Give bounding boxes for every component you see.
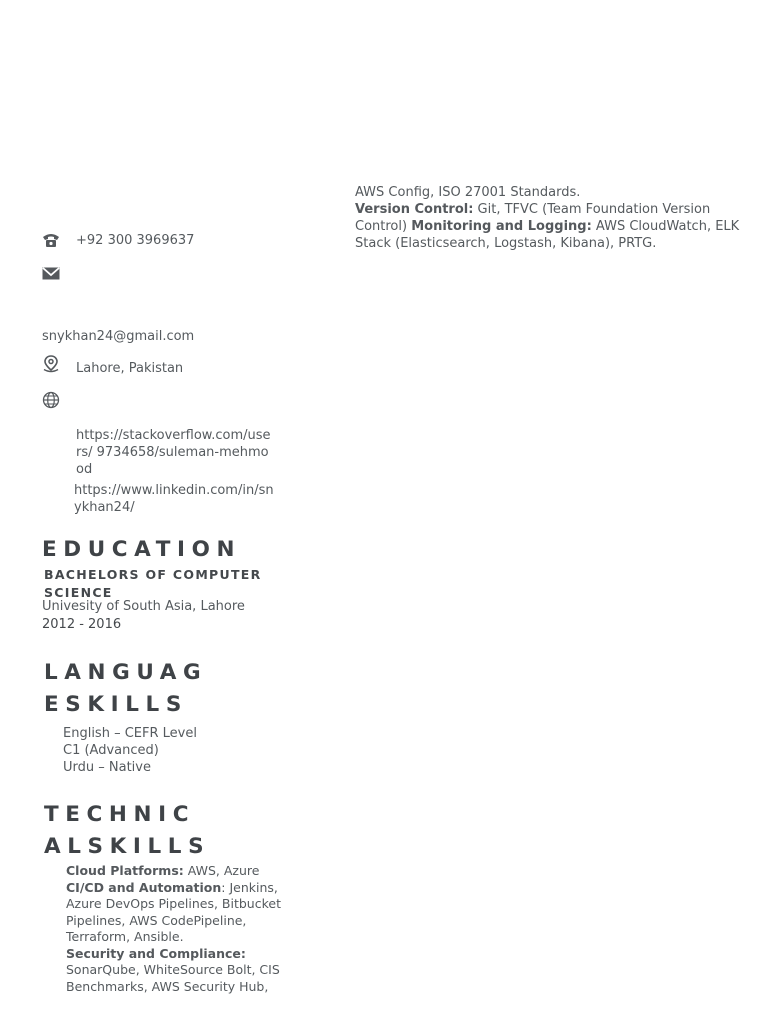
version-control-label: Version Control:: [355, 202, 474, 217]
list-item: [66, 946, 281, 996]
technical-skills-list: [66, 863, 281, 995]
technical-heading-line1: TECHNIC: [44, 802, 196, 827]
tooling-paragraph: [355, 201, 745, 252]
cloud-label: Cloud Platforms:: [66, 863, 184, 878]
version-control-value: Git, TFVC (Team Foundation Version Control): [355, 202, 711, 234]
cloud-value: AWS, Azure: [183, 863, 260, 878]
education-heading: EDUCATION: [42, 537, 242, 562]
linkedin-link[interactable]: https://www.linkedin.com/in/snykhan24/: [74, 483, 274, 515]
compliance-line: AWS Config, ISO 27001 Standards.: [355, 185, 581, 200]
school-name: Univesity of South Asia, Lahore: [42, 599, 245, 614]
language-skills-heading: [44, 657, 207, 721]
list-item: [66, 880, 281, 946]
globe-icon: [41, 391, 61, 409]
right-column-text: [355, 184, 745, 252]
language-heading-line1: LANGUAG: [44, 660, 208, 685]
security-value: SonarQube, WhiteSource Bolt, CIS Benchmarks, AWS Security Hub,: [66, 962, 280, 994]
technical-heading-line2: ALSKILLS: [44, 834, 211, 859]
mail-icon: [41, 265, 61, 283]
list-item: English – CEFR Level C1 (Advanced): [63, 726, 197, 758]
cicd-label: CI/CD and Automation: [66, 879, 222, 895]
phone-icon: [41, 232, 61, 250]
technical-skills-heading: [44, 799, 210, 863]
monitoring-label: Monitoring and Logging:: [411, 219, 592, 234]
language-list: [63, 725, 213, 776]
list-item: Urdu – Native: [63, 760, 151, 775]
email-address: snykhan24@gmail.com: [42, 329, 195, 344]
stackoverflow-link[interactable]: https://stackoverflow.com/users/ 9734658/suleman-mehmood: [76, 428, 271, 477]
phone-number: +92 300 3969637: [76, 233, 195, 248]
list-item: [66, 863, 281, 880]
education-years: 2012 - 2016: [42, 617, 122, 632]
location-pin-icon: [41, 355, 61, 373]
language-heading-line2: ESKILLS: [44, 692, 188, 717]
cicd-value: : Jenkins, Azure DevOps Pipelines, Bitbucket Pipelines, AWS CodePipeline, Terraform, Ansible.: [66, 879, 281, 944]
degree-title: BACHELORS OF COMPUTER SCIENCE: [44, 567, 262, 600]
security-label: Security and Compliance:: [66, 945, 246, 961]
location-text: Lahore, Pakistan: [76, 361, 184, 376]
monitoring-value: AWS CloudWatch, ELK Stack (Elasticsearch, Logstash, Kibana), PRTG.: [355, 219, 740, 251]
